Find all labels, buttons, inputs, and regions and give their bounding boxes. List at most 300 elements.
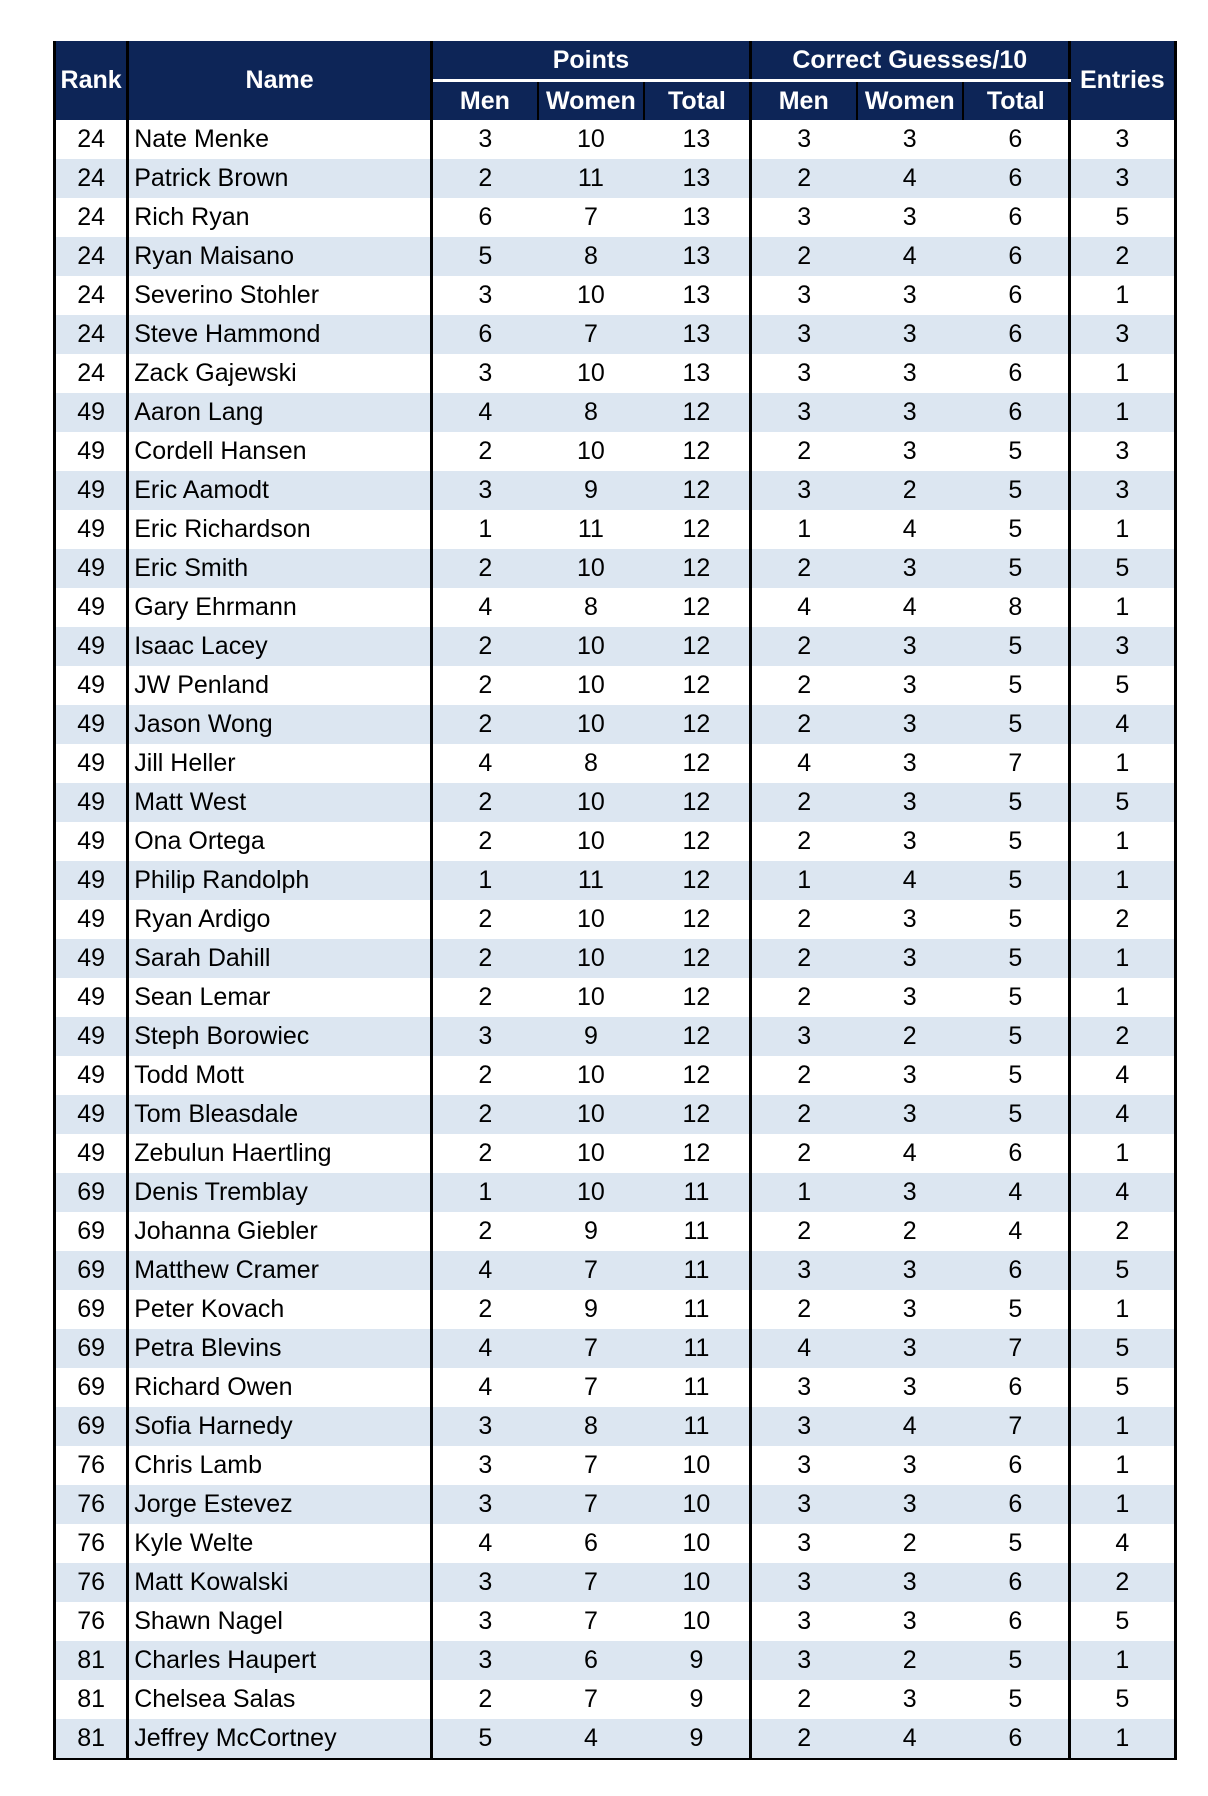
entries-cell: 4 (1069, 1173, 1175, 1212)
rank-cell: 49 (55, 471, 128, 510)
rank-cell: 49 (55, 1056, 128, 1095)
guesses-women-cell: 2 (857, 1212, 963, 1251)
table-row[interactable] (55, 1602, 1176, 1641)
name-cell: Nate Menke (128, 120, 432, 159)
guesses-women-cell: 3 (857, 627, 963, 666)
points-total-cell: 11 (644, 1251, 750, 1290)
table-row[interactable] (55, 861, 1176, 900)
rank-cell: 69 (55, 1407, 128, 1446)
points-women-cell: 6 (538, 1524, 644, 1563)
guesses-men-cell: 3 (750, 393, 856, 432)
entries-cell: 1 (1069, 1719, 1175, 1759)
guesses-men-cell: 2 (750, 159, 856, 198)
points-women-cell: 7 (538, 1329, 644, 1368)
name-cell: Chris Lamb (128, 1446, 432, 1485)
entries-cell: 4 (1069, 1095, 1175, 1134)
rank-cell: 24 (55, 315, 128, 354)
guesses-total-cell: 6 (963, 315, 1069, 354)
points-total-cell: 9 (644, 1680, 750, 1719)
entries-cell: 2 (1069, 1017, 1175, 1056)
points-men-cell: 3 (431, 1563, 537, 1602)
guesses-total-cell: 6 (963, 1602, 1069, 1641)
table-row[interactable] (55, 471, 1176, 510)
table-row[interactable] (55, 315, 1176, 354)
points-men-cell: 2 (431, 1095, 537, 1134)
table-row[interactable] (55, 1485, 1176, 1524)
guesses-total-cell: 4 (963, 1173, 1069, 1212)
entries-cell: 3 (1069, 315, 1175, 354)
guesses-total-cell: 5 (963, 432, 1069, 471)
entries-cell: 1 (1069, 1290, 1175, 1329)
guesses-women-cell: 3 (857, 1680, 963, 1719)
guesses-total-header[interactable]: Total (963, 81, 1069, 121)
points-men-cell: 3 (431, 1446, 537, 1485)
table-row[interactable] (55, 1680, 1176, 1719)
guesses-men-cell: 2 (750, 627, 856, 666)
rank-cell: 24 (55, 354, 128, 393)
name-cell: JW Penland (128, 666, 432, 705)
entries-cell: 1 (1069, 276, 1175, 315)
points-total-cell: 13 (644, 198, 750, 237)
rank-cell: 69 (55, 1251, 128, 1290)
points-total-cell: 11 (644, 1329, 750, 1368)
guesses-men-cell: 2 (750, 822, 856, 861)
points-women-cell: 4 (538, 1719, 644, 1759)
name-cell: Ona Ortega (128, 822, 432, 861)
entries-cell: 1 (1069, 1485, 1175, 1524)
table-row[interactable] (55, 1056, 1176, 1095)
guesses-men-cell: 3 (750, 1524, 856, 1563)
guesses-women-cell: 3 (857, 354, 963, 393)
name-cell: Jill Heller (128, 744, 432, 783)
table-row[interactable] (55, 1329, 1176, 1368)
table-row[interactable] (55, 939, 1176, 978)
rank-cell: 76 (55, 1485, 128, 1524)
guesses-men-cell: 3 (750, 1446, 856, 1485)
guesses-women-cell: 3 (857, 1290, 963, 1329)
rank-cell: 69 (55, 1368, 128, 1407)
table-row[interactable] (55, 1251, 1176, 1290)
points-women-cell: 6 (538, 1641, 644, 1680)
name-cell: Rich Ryan (128, 198, 432, 237)
entries-cell: 1 (1069, 354, 1175, 393)
points-women-cell: 7 (538, 1602, 644, 1641)
guesses-women-cell: 3 (857, 666, 963, 705)
guesses-men-cell: 2 (750, 1056, 856, 1095)
guesses-men-cell: 3 (750, 1485, 856, 1524)
points-women-cell: 7 (538, 1251, 644, 1290)
standings-table (53, 41, 1177, 1760)
points-men-cell: 1 (431, 861, 537, 900)
rank-cell: 69 (55, 1173, 128, 1212)
name-cell: Eric Richardson (128, 510, 432, 549)
guesses-women-cell: 3 (857, 1095, 963, 1134)
table-row[interactable] (55, 822, 1176, 861)
guesses-women-cell: 4 (857, 1407, 963, 1446)
guesses-men-cell: 3 (750, 276, 856, 315)
guesses-men-cell: 2 (750, 1290, 856, 1329)
name-cell: Sean Lemar (128, 978, 432, 1017)
points-total-cell: 12 (644, 705, 750, 744)
entries-cell: 1 (1069, 588, 1175, 627)
points-total-cell: 12 (644, 627, 750, 666)
points-women-cell: 8 (538, 237, 644, 276)
guesses-men-header[interactable]: Men (750, 81, 856, 121)
points-women-cell: 7 (538, 315, 644, 354)
entries-cell: 3 (1069, 432, 1175, 471)
guesses-total-cell: 5 (963, 978, 1069, 1017)
name-cell: Richard Owen (128, 1368, 432, 1407)
points-women-cell: 10 (538, 1134, 644, 1173)
name-cell: Sofia Harnedy (128, 1407, 432, 1446)
guesses-women-cell: 4 (857, 510, 963, 549)
table-row[interactable] (55, 1017, 1176, 1056)
points-women-cell: 10 (538, 783, 644, 822)
guesses-men-cell: 3 (750, 1563, 856, 1602)
points-total-cell: 12 (644, 393, 750, 432)
guesses-men-cell: 3 (750, 198, 856, 237)
table-row[interactable] (55, 510, 1176, 549)
entries-cell: 1 (1069, 822, 1175, 861)
points-total-cell: 11 (644, 1173, 750, 1212)
rank-cell: 49 (55, 861, 128, 900)
points-men-header[interactable]: Men (431, 81, 537, 121)
name-header[interactable]: Name (128, 41, 432, 120)
points-total-cell: 13 (644, 120, 750, 159)
rank-cell: 24 (55, 159, 128, 198)
name-cell: Matt West (128, 783, 432, 822)
rank-cell: 49 (55, 1017, 128, 1056)
table-row[interactable] (55, 276, 1176, 315)
points-men-cell: 2 (431, 900, 537, 939)
guesses-men-cell: 3 (750, 1641, 856, 1680)
points-men-cell: 2 (431, 1290, 537, 1329)
entries-cell: 5 (1069, 1251, 1175, 1290)
guesses-women-cell: 3 (857, 900, 963, 939)
points-total-cell: 12 (644, 588, 750, 627)
table-row[interactable] (55, 1134, 1176, 1173)
entries-cell: 5 (1069, 1602, 1175, 1641)
points-women-cell: 10 (538, 354, 644, 393)
guesses-total-cell: 6 (963, 159, 1069, 198)
points-total-cell: 12 (644, 1017, 750, 1056)
guesses-men-cell: 1 (750, 861, 856, 900)
guesses-total-cell: 7 (963, 1329, 1069, 1368)
rank-cell: 24 (55, 198, 128, 237)
guesses-total-cell: 6 (963, 237, 1069, 276)
guesses-men-cell: 2 (750, 549, 856, 588)
guesses-total-cell: 6 (963, 1719, 1069, 1759)
table-row[interactable] (55, 1368, 1176, 1407)
guesses-women-cell: 3 (857, 822, 963, 861)
points-total-cell: 13 (644, 276, 750, 315)
guesses-total-cell: 5 (963, 1641, 1069, 1680)
table-row[interactable] (55, 744, 1176, 783)
table-row[interactable] (55, 198, 1176, 237)
entries-cell: 5 (1069, 783, 1175, 822)
points-men-cell: 2 (431, 1680, 537, 1719)
points-men-cell: 3 (431, 471, 537, 510)
name-cell: Kyle Welte (128, 1524, 432, 1563)
guesses-total-cell: 5 (963, 1524, 1069, 1563)
table-row[interactable] (55, 1524, 1176, 1563)
points-men-cell: 2 (431, 549, 537, 588)
guesses-women-cell: 2 (857, 1524, 963, 1563)
rank-cell: 76 (55, 1446, 128, 1485)
table-row[interactable] (55, 1290, 1176, 1329)
rank-cell: 49 (55, 1095, 128, 1134)
points-total-cell: 11 (644, 1368, 750, 1407)
table-row[interactable] (55, 705, 1176, 744)
name-cell: Aaron Lang (128, 393, 432, 432)
name-cell: Sarah Dahill (128, 939, 432, 978)
table-row[interactable] (55, 1641, 1176, 1680)
guesses-total-cell: 6 (963, 1368, 1069, 1407)
guesses-total-cell: 6 (963, 276, 1069, 315)
points-total-cell: 11 (644, 1407, 750, 1446)
points-women-cell: 8 (538, 588, 644, 627)
guesses-men-cell: 3 (750, 1602, 856, 1641)
points-total-cell: 12 (644, 783, 750, 822)
points-men-cell: 3 (431, 276, 537, 315)
entries-cell: 5 (1069, 666, 1175, 705)
points-women-header[interactable]: Women (538, 81, 644, 121)
points-total-cell: 11 (644, 1290, 750, 1329)
guesses-women-cell: 4 (857, 588, 963, 627)
points-women-cell: 10 (538, 549, 644, 588)
name-cell: Philip Randolph (128, 861, 432, 900)
table-row[interactable] (55, 549, 1176, 588)
entries-cell: 5 (1069, 1329, 1175, 1368)
points-women-cell: 9 (538, 471, 644, 510)
points-women-cell: 7 (538, 1485, 644, 1524)
guesses-women-cell: 4 (857, 1719, 963, 1759)
points-men-cell: 3 (431, 1407, 537, 1446)
name-cell: Denis Tremblay (128, 1173, 432, 1212)
guesses-men-cell: 3 (750, 471, 856, 510)
table-row[interactable] (55, 1407, 1176, 1446)
points-women-cell: 10 (538, 276, 644, 315)
guesses-men-cell: 2 (750, 1719, 856, 1759)
guesses-men-cell: 2 (750, 939, 856, 978)
name-cell: Zebulun Haertling (128, 1134, 432, 1173)
guesses-women-cell: 3 (857, 549, 963, 588)
name-cell: Matt Kowalski (128, 1563, 432, 1602)
guesses-total-cell: 5 (963, 1095, 1069, 1134)
guesses-men-cell: 3 (750, 1251, 856, 1290)
points-total-cell: 10 (644, 1602, 750, 1641)
rank-cell: 24 (55, 237, 128, 276)
guesses-total-cell: 5 (963, 900, 1069, 939)
guesses-women-cell: 3 (857, 1563, 963, 1602)
guesses-men-cell: 4 (750, 588, 856, 627)
guesses-women-cell: 4 (857, 861, 963, 900)
points-men-cell: 4 (431, 1251, 537, 1290)
points-men-cell: 4 (431, 1524, 537, 1563)
table-row[interactable] (55, 1446, 1176, 1485)
points-total-cell: 12 (644, 666, 750, 705)
points-women-cell: 9 (538, 1017, 644, 1056)
name-cell: Jeffrey McCortney (128, 1719, 432, 1759)
name-cell: Peter Kovach (128, 1290, 432, 1329)
guesses-women-cell: 3 (857, 705, 963, 744)
table-header (55, 41, 1176, 120)
entries-cell: 5 (1069, 198, 1175, 237)
points-men-cell: 2 (431, 1056, 537, 1095)
points-men-cell: 4 (431, 1329, 537, 1368)
name-cell: Todd Mott (128, 1056, 432, 1095)
guesses-women-cell: 2 (857, 471, 963, 510)
points-total-cell: 12 (644, 549, 750, 588)
entries-cell: 3 (1069, 159, 1175, 198)
points-men-cell: 4 (431, 744, 537, 783)
table-row[interactable] (55, 1719, 1176, 1759)
rank-cell: 69 (55, 1329, 128, 1368)
table-row[interactable] (55, 900, 1176, 939)
table-row[interactable] (55, 432, 1176, 471)
points-men-cell: 2 (431, 783, 537, 822)
rank-cell: 24 (55, 276, 128, 315)
table-row[interactable] (55, 588, 1176, 627)
points-total-cell: 12 (644, 978, 750, 1017)
guesses-men-cell: 2 (750, 705, 856, 744)
guesses-men-cell: 3 (750, 1368, 856, 1407)
points-men-cell: 3 (431, 1017, 537, 1056)
name-cell: Steve Hammond (128, 315, 432, 354)
points-women-cell: 7 (538, 1563, 644, 1602)
rank-header[interactable]: Rank (55, 41, 128, 120)
table-row[interactable] (55, 1563, 1176, 1602)
entries-cell: 1 (1069, 978, 1175, 1017)
guesses-women-cell: 3 (857, 198, 963, 237)
points-total-header[interactable]: Total (644, 81, 750, 121)
points-women-cell: 11 (538, 861, 644, 900)
points-total-cell: 12 (644, 744, 750, 783)
points-women-cell: 10 (538, 627, 644, 666)
guesses-men-cell: 2 (750, 1212, 856, 1251)
guesses-total-cell: 5 (963, 510, 1069, 549)
points-men-cell: 4 (431, 393, 537, 432)
rank-cell: 49 (55, 900, 128, 939)
points-women-cell: 10 (538, 432, 644, 471)
points-women-cell: 9 (538, 1290, 644, 1329)
entries-cell: 5 (1069, 549, 1175, 588)
guesses-total-cell: 6 (963, 1446, 1069, 1485)
table-row[interactable] (55, 1173, 1176, 1212)
points-group-header: Points (431, 41, 750, 81)
points-total-cell: 12 (644, 939, 750, 978)
guesses-men-cell: 2 (750, 432, 856, 471)
guesses-men-cell: 2 (750, 783, 856, 822)
rank-cell: 69 (55, 1212, 128, 1251)
name-cell: Jorge Estevez (128, 1485, 432, 1524)
rank-cell: 24 (55, 120, 128, 159)
table-row[interactable] (55, 120, 1176, 159)
guesses-men-cell: 2 (750, 1134, 856, 1173)
table-row[interactable] (55, 393, 1176, 432)
points-women-cell: 9 (538, 1212, 644, 1251)
points-men-cell: 2 (431, 939, 537, 978)
guesses-men-cell: 4 (750, 1329, 856, 1368)
entries-cell: 3 (1069, 120, 1175, 159)
points-total-cell: 9 (644, 1719, 750, 1759)
rank-cell: 49 (55, 744, 128, 783)
guesses-women-cell: 3 (857, 120, 963, 159)
entries-cell: 4 (1069, 1056, 1175, 1095)
table-row[interactable] (55, 627, 1176, 666)
table-row[interactable] (55, 783, 1176, 822)
points-women-cell: 10 (538, 822, 644, 861)
guesses-women-cell: 3 (857, 1329, 963, 1368)
points-men-cell: 5 (431, 1719, 537, 1759)
name-cell: Eric Aamodt (128, 471, 432, 510)
table-row[interactable] (55, 1212, 1176, 1251)
table-row[interactable] (55, 159, 1176, 198)
name-cell: Isaac Lacey (128, 627, 432, 666)
table-row[interactable] (55, 666, 1176, 705)
rank-cell: 49 (55, 705, 128, 744)
points-men-cell: 4 (431, 588, 537, 627)
guesses-total-cell: 5 (963, 1680, 1069, 1719)
entries-cell: 3 (1069, 471, 1175, 510)
points-total-cell: 12 (644, 1095, 750, 1134)
guesses-total-cell: 8 (963, 588, 1069, 627)
table-row[interactable] (55, 1095, 1176, 1134)
guesses-total-cell: 5 (963, 822, 1069, 861)
points-women-cell: 10 (538, 1173, 644, 1212)
guesses-women-header[interactable]: Women (857, 81, 963, 121)
points-men-cell: 2 (431, 705, 537, 744)
rank-cell: 69 (55, 1290, 128, 1329)
points-men-cell: 2 (431, 978, 537, 1017)
guesses-total-cell: 5 (963, 705, 1069, 744)
points-men-cell: 6 (431, 315, 537, 354)
name-cell: Matthew Cramer (128, 1251, 432, 1290)
rank-cell: 76 (55, 1524, 128, 1563)
points-men-cell: 1 (431, 1173, 537, 1212)
entries-cell: 1 (1069, 939, 1175, 978)
rank-cell: 49 (55, 822, 128, 861)
guesses-total-cell: 6 (963, 198, 1069, 237)
entries-cell: 1 (1069, 1641, 1175, 1680)
points-women-cell: 7 (538, 1368, 644, 1407)
table-row[interactable] (55, 237, 1176, 276)
guesses-women-cell: 3 (857, 1446, 963, 1485)
guesses-women-cell: 3 (857, 1173, 963, 1212)
points-total-cell: 12 (644, 861, 750, 900)
table-row[interactable] (55, 354, 1176, 393)
rank-cell: 49 (55, 939, 128, 978)
name-cell: Tom Bleasdale (128, 1095, 432, 1134)
table-row[interactable] (55, 978, 1176, 1017)
name-cell: Zack Gajewski (128, 354, 432, 393)
guesses-total-cell: 6 (963, 1563, 1069, 1602)
guesses-total-cell: 5 (963, 471, 1069, 510)
guesses-women-cell: 3 (857, 939, 963, 978)
points-total-cell: 12 (644, 432, 750, 471)
rank-cell: 76 (55, 1563, 128, 1602)
points-men-cell: 3 (431, 120, 537, 159)
guesses-women-cell: 2 (857, 1017, 963, 1056)
entries-cell: 5 (1069, 1680, 1175, 1719)
guesses-total-cell: 5 (963, 549, 1069, 588)
entries-cell: 1 (1069, 744, 1175, 783)
points-total-cell: 12 (644, 900, 750, 939)
entries-cell: 2 (1069, 237, 1175, 276)
entries-header[interactable]: Entries (1069, 41, 1175, 120)
guesses-women-cell: 3 (857, 1602, 963, 1641)
guesses-total-cell: 6 (963, 354, 1069, 393)
